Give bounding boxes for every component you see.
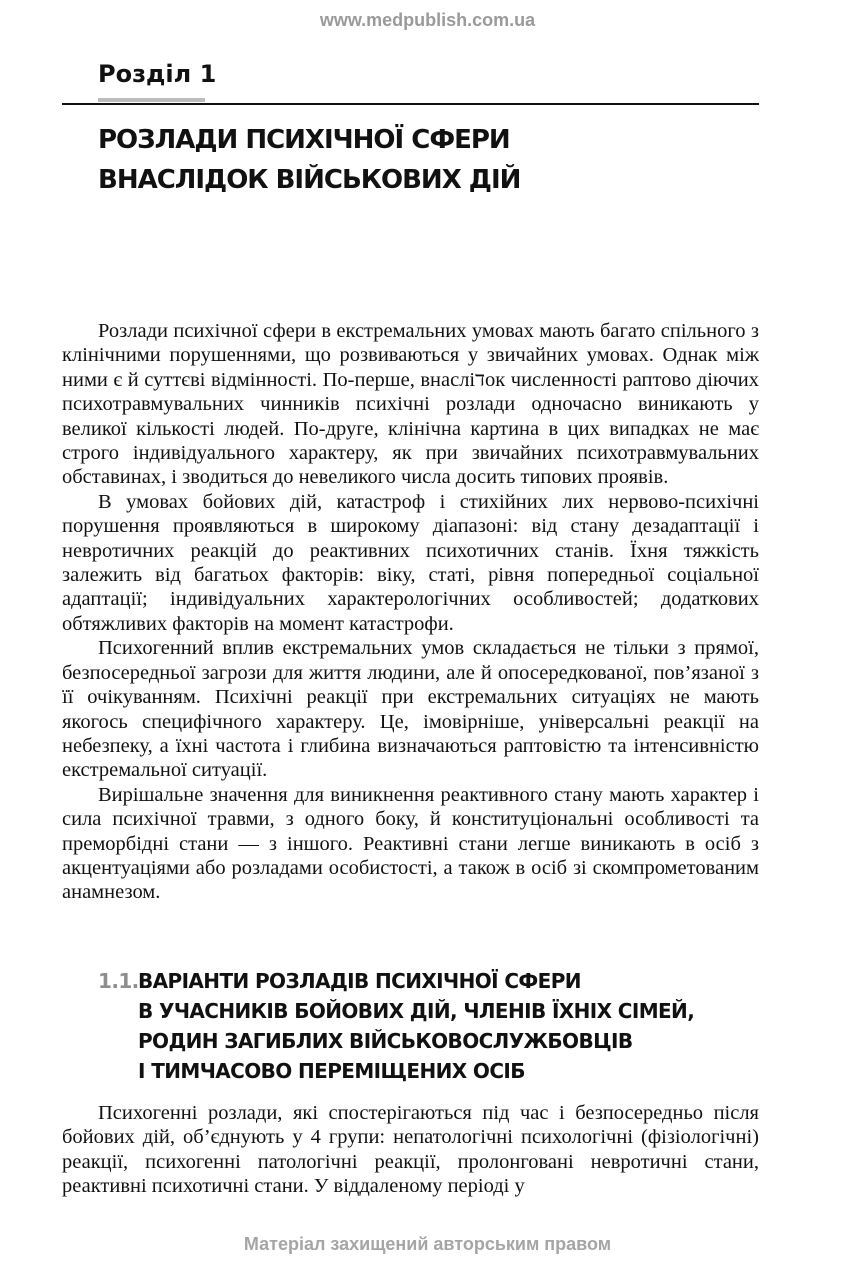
section-heading	[98, 966, 758, 1086]
chapter-divider	[62, 103, 759, 105]
section-title-line: ВАРІАНТИ РОЗЛАДІВ ПСИХІЧНОЇ СФЕРИ	[138, 969, 581, 993]
section-number: 1.1.	[98, 969, 139, 993]
copyright-notice: Матеріал захищений авторським правом	[243, 1234, 612, 1254]
chapter-intro-text	[62, 319, 759, 905]
chapter-title-line: РОЗЛАДИ ПСИХІЧНОЇ СФЕРИ	[98, 125, 510, 155]
body-paragraph: Психогенний вплив екстремальних умов складається не тільки з прямої, безпосередньої загрози для життя людини, але й опосередкованої, пов’язаної з її очікуванням. Психічні реакції при екстремальних ситуаціях не мають якогось специфічного характеру. Це, імовірніше, універсальні реакції на небезпеку, а їхні частота і глибина визначаються раптовістю та інтенсивністю екстремальної ситуації.	[62, 637, 759, 782]
body-paragraph: В умовах бойових дій, катастроф і стихійних лих нервово-психічні порушення проявляються в широкому діапазоні: від стану дезадаптації і невротичних реакцій до реактивних психотичних станів. Їхня тяжкість залежить від багатьох факторів: віку, статі, рівня попередньої соціальної адаптації; індивідуальних характерологічних особливостей; додаткових обтяжливих факторів на момент катастрофи.	[62, 490, 759, 635]
chapter-title	[98, 120, 738, 200]
section-text	[62, 1101, 759, 1199]
chapter-label: Розділ 1	[98, 60, 217, 88]
section-title-line: І ТИМЧАСОВО ПЕРЕМІЩЕНИХ ОСІБ	[138, 1059, 525, 1083]
chapter-title-line: ВНАСЛІДОК ВІЙСЬКОВИХ ДІЙ	[98, 165, 521, 195]
body-paragraph: Розлади психічної сфери в екстремальних умовах мають багато спільного з клінічними порушеннями, що розвиваються у звичайних умовах. Однак між ними є й суттєві відмінності. По-перше, внасліדок численності раптово діючих психотравмувальних чинників психічні розлади одночасно виникають у великої кількості людей. По-друге, клінічна картина в цих випадках не має строго індивідуального характеру, як при звичайних психотравмувальних обставинах, і зводиться до невеликого числа досить типових проявів.	[62, 320, 759, 489]
section-title-line: РОДИН ЗАГИБЛИХ ВІЙСЬКОВОСЛУЖБОВЦІВ	[138, 1029, 633, 1053]
body-paragraph: Вирішальне значення для виникнення реактивного стану мають характер і сила психічної травми, з одного боку, й конституціональні особливості та преморбідні стани — з іншого. Реактивні стани легше виникають в осіб з акцентуаціями або розладами особистості, а також в осіб зі скомпрометованим анамнезом.	[62, 783, 759, 904]
body-paragraph: Психогенні розлади, які спостерігаються під час і безпосередньо після бойових дій, об’єднують у 4 групи: непатологічні психологічні (фізіологічні) реакції, психогенні патологічні реакції, пролонговані невротичні стани, реактивні психотичні стани. У віддаленому періоді у	[62, 1102, 759, 1198]
section-title-line: В УЧАСНИКІВ БОЙОВИХ ДІЙ, ЧЛЕНІВ ЇХНІХ СІМЕЙ,	[138, 999, 695, 1023]
chapter-label-underline	[98, 98, 205, 102]
site-url[interactable]: www.medpublish.com.ua	[319, 10, 536, 30]
